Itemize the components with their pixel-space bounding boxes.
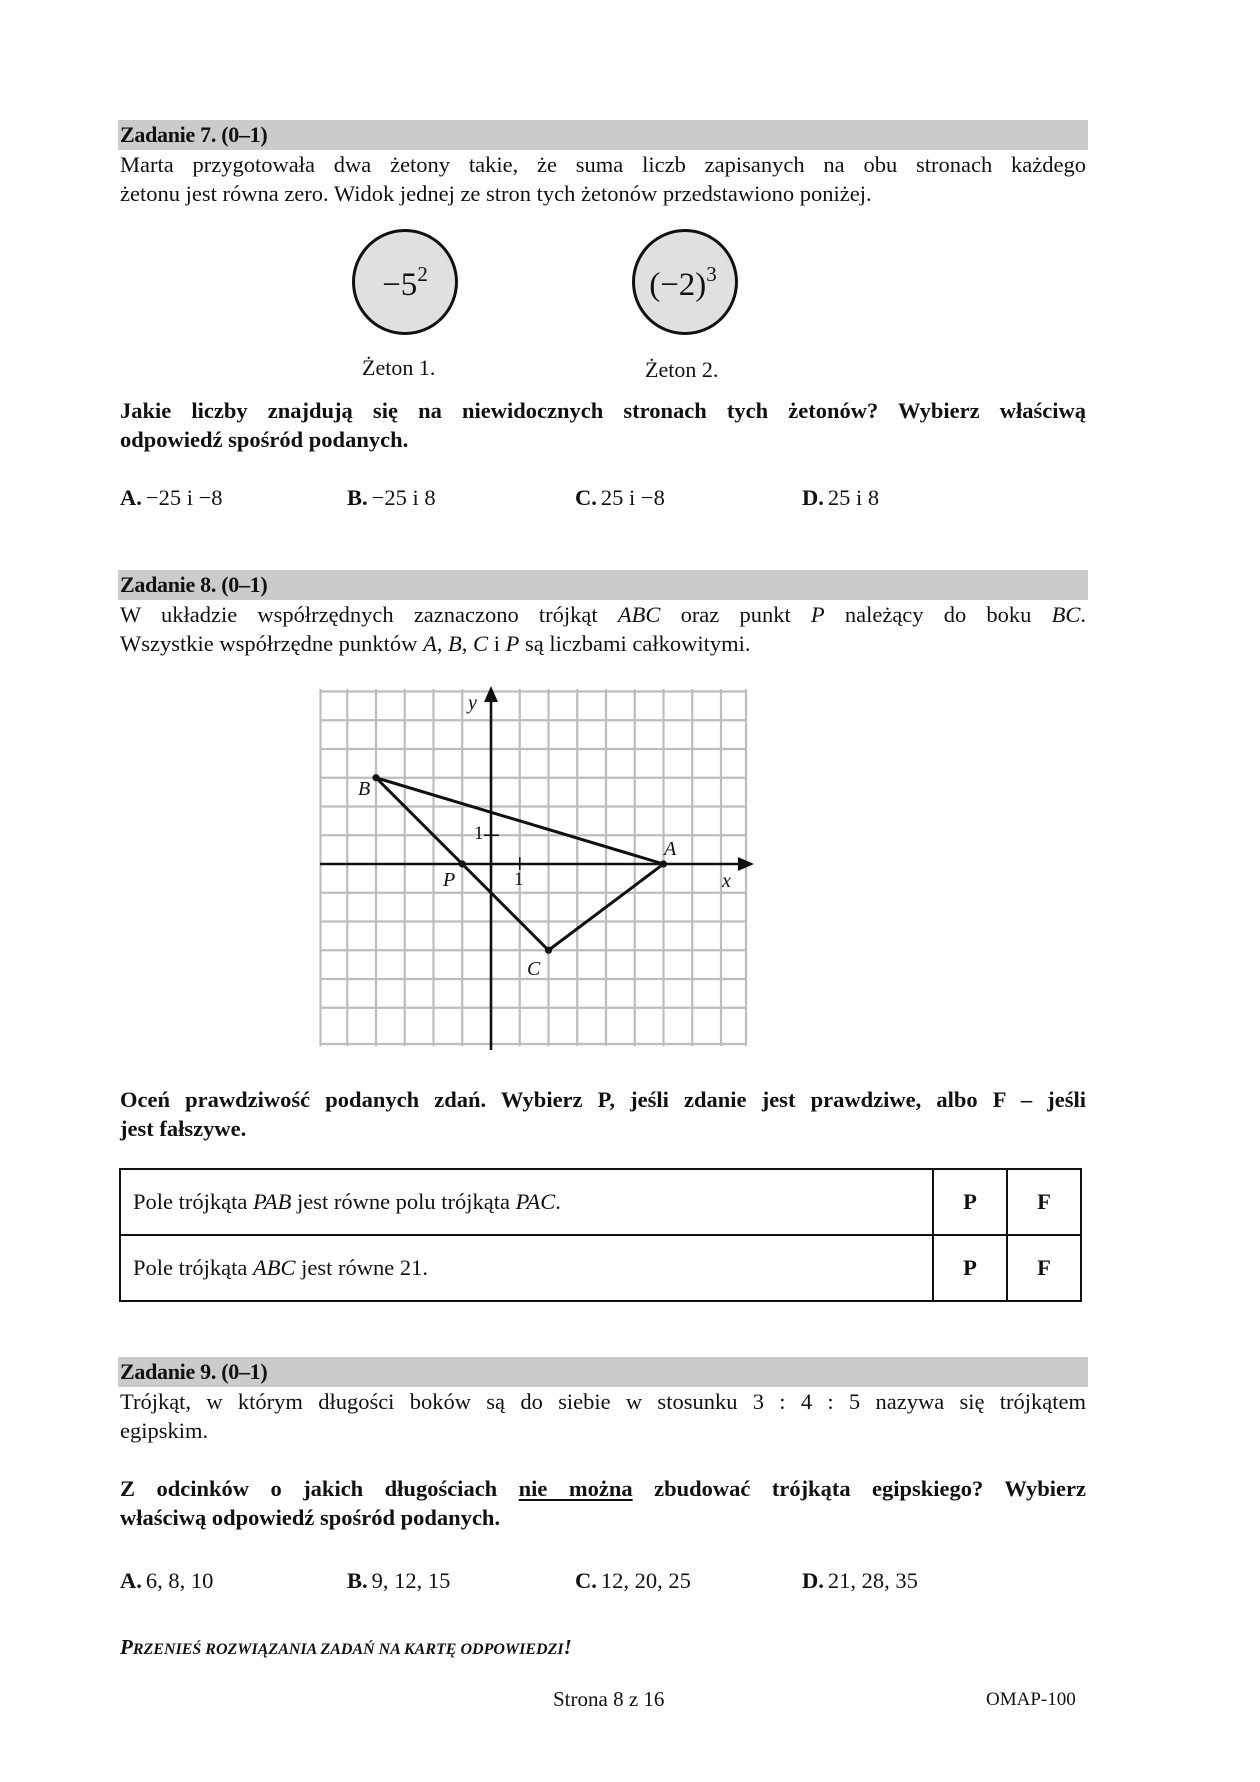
task8-header — [118, 570, 1088, 600]
task8-title: Zadanie 8. (0–1) — [120, 572, 268, 597]
task9-header — [118, 1357, 1088, 1387]
text: Wszystkie współrzędne punktów — [120, 631, 424, 656]
point-b — [372, 774, 379, 781]
text: P — [120, 1635, 133, 1659]
point-name: P — [810, 602, 825, 627]
page-number: Strona 8 z 16 — [553, 1687, 665, 1711]
token-2-label: Żeton 2. — [645, 357, 719, 382]
exam-code: OMAP-100 — [986, 1689, 1076, 1710]
segment-name: BC — [1051, 602, 1081, 627]
task9-intro-line1: Trójkąt, w którym długości boków są do siebie w stosunku 3 : 4 : 5 nazywa się trójkątem — [120, 1389, 1086, 1414]
coordinate-graph — [318, 686, 754, 1050]
text: Pole trójkąta — [133, 1255, 253, 1280]
task8-intro-line1 — [120, 600, 1086, 629]
transfer-answers-note — [120, 1635, 572, 1660]
triangle-name: PAB — [252, 1189, 292, 1214]
task7-option-b[interactable] — [347, 485, 436, 511]
task9-option-b[interactable] — [347, 1568, 450, 1594]
point-c-label: C — [527, 958, 541, 980]
option-text: −25 i −8 — [145, 485, 223, 510]
option-text: 25 i 8 — [827, 485, 880, 510]
task9-intro-line2: egipskim. — [120, 1418, 209, 1443]
task7-option-d[interactable] — [802, 485, 879, 511]
option-letter: D. — [802, 485, 824, 510]
token-2 — [632, 229, 738, 335]
grid — [320, 689, 746, 1046]
text: Pole trójkąta — [133, 1189, 253, 1214]
task7-intro-line1: Marta przygotowała dwa żetony takie, że suma liczb zapisanych na obu stronach każdego — [120, 152, 1086, 177]
task7-title: Zadanie 7. (0–1) — [120, 122, 268, 147]
task7-header — [118, 120, 1088, 150]
triangle-name: ABC — [252, 1255, 296, 1280]
task7-question — [120, 396, 1086, 454]
statement-1-true-choice[interactable]: P — [933, 1169, 1007, 1235]
task9-question — [120, 1474, 1086, 1532]
point-names: A, B, C — [423, 631, 489, 656]
text: Z odcinków o jakich długościach — [120, 1476, 519, 1501]
text: zbudować trójkąta egipskiego? Wybierz — [632, 1476, 1086, 1501]
text: . — [1080, 602, 1087, 627]
task9-intro — [120, 1387, 1086, 1445]
point-a-label: A — [664, 838, 677, 860]
task8-question-line1: Oceń prawdziwość podanych zdań. Wybierz P, jeśli zdanie jest prawdziwe, albo F – jeśli — [120, 1087, 1086, 1112]
option-letter: B. — [347, 1568, 368, 1593]
text: RZENIEŚ ROZWIĄZANIA ZADAŃ NA KARTĘ ODPOWIEDZI — [132, 1641, 564, 1658]
option-letter: C. — [575, 1568, 597, 1593]
true-false-table — [119, 1168, 1082, 1302]
table-row — [120, 1235, 1081, 1301]
option-text: 9, 12, 15 — [371, 1568, 451, 1593]
token-2-exponent: 3 — [706, 262, 717, 286]
text: jest równe polu trójkąta — [291, 1189, 516, 1214]
point-p — [459, 860, 466, 867]
task7-question-line1: Jakie liczby znajdują się na niewidocznych stronach tych żetonów? Wybierz właściwą — [120, 398, 1086, 423]
task7-intro — [120, 150, 1086, 208]
token-1-exponent: 2 — [417, 262, 428, 286]
text: są liczbami całkowitymi. — [519, 631, 751, 656]
task7-intro-line2: żetonu jest równa zero. Widok jednej ze stron tych żetonów przedstawiono poniżej. — [120, 181, 872, 206]
task8-question — [120, 1085, 1086, 1143]
task9-option-d[interactable] — [802, 1568, 918, 1594]
point-b-label: B — [358, 778, 371, 800]
task7-option-a[interactable] — [120, 485, 223, 511]
task9-title: Zadanie 9. (0–1) — [120, 1359, 268, 1384]
point-c — [545, 947, 552, 954]
statement-2 — [120, 1235, 933, 1301]
task9-question-line1 — [120, 1474, 1086, 1503]
option-letter: B. — [347, 485, 368, 510]
token-1-label: Żeton 1. — [362, 355, 436, 380]
triangle-name: PAC — [515, 1189, 556, 1214]
x-tick-1-label: 1 — [514, 869, 524, 890]
option-letter: C. — [575, 485, 597, 510]
text: i — [488, 631, 506, 656]
token-1-base: −5 — [382, 267, 418, 303]
triangle-name: ABC — [617, 602, 661, 627]
option-text: −25 i 8 — [371, 485, 436, 510]
axes — [320, 686, 754, 1050]
y-axis-label: y — [468, 692, 477, 714]
task9-option-c[interactable] — [575, 1568, 691, 1594]
option-text: 21, 28, 35 — [827, 1568, 918, 1593]
text: ! — [563, 1635, 572, 1659]
option-letter: D. — [802, 1568, 824, 1593]
token-2-base: (−2) — [649, 267, 707, 303]
emphasis-underlined: nie można — [518, 1476, 633, 1501]
text: . — [555, 1189, 561, 1214]
y-tick-1-label: 1 — [474, 823, 484, 844]
x-axis-label: x — [722, 870, 731, 892]
token-2-value — [631, 262, 735, 304]
statement-2-false-choice[interactable]: F — [1007, 1235, 1081, 1301]
token-1-value — [355, 262, 455, 304]
text: W układzie współrzędnych zaznaczono trójkąt — [120, 602, 618, 627]
option-text: 25 i −8 — [600, 485, 665, 510]
text: oraz punkt — [660, 602, 811, 627]
text: należący do boku — [824, 602, 1052, 627]
option-letter: A. — [120, 1568, 142, 1593]
table-row — [120, 1169, 1081, 1235]
task9-question-line2: właściwą odpowiedź spośród podanych. — [120, 1505, 501, 1530]
option-letter: A. — [120, 485, 142, 510]
text: jest równe 21. — [295, 1255, 428, 1280]
task7-question-line2: odpowiedź spośród podanych. — [120, 427, 409, 452]
statement-1 — [120, 1169, 933, 1235]
point-name: P — [505, 631, 520, 656]
point-p-label: P — [443, 869, 456, 891]
task9-option-a[interactable] — [120, 1568, 213, 1594]
token-1 — [352, 229, 458, 335]
task8-intro — [120, 600, 1086, 658]
point-a — [660, 860, 667, 867]
task8-intro-line2 — [120, 629, 1086, 658]
statement-1-false-choice[interactable]: F — [1007, 1169, 1081, 1235]
option-text: 6, 8, 10 — [145, 1568, 214, 1593]
option-text: 12, 20, 25 — [600, 1568, 691, 1593]
statement-2-true-choice[interactable]: P — [933, 1235, 1007, 1301]
task7-option-c[interactable] — [575, 485, 665, 511]
y-axis-arrow-icon — [484, 686, 498, 702]
task8-question-line2: jest fałszywe. — [120, 1116, 247, 1141]
